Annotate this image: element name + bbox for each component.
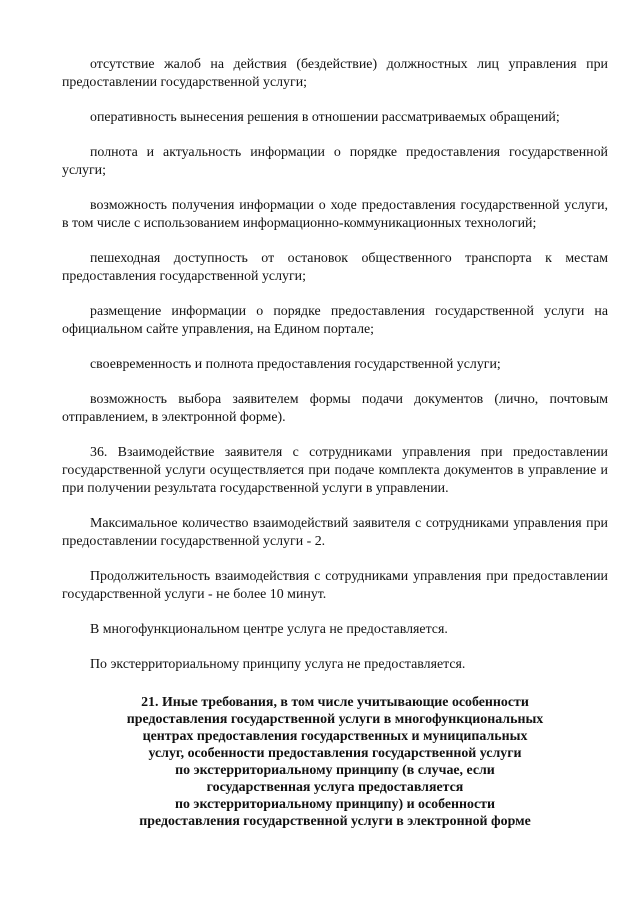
heading-line: предоставления государственной услуги в электронной форме xyxy=(139,814,531,829)
paragraph-no-complaints: отсутствие жалоб на действия (бездействие) должностных лиц управления при предоставлении государственной услуги; xyxy=(62,57,608,90)
paragraph-transport-access: пешеходная доступность от остановок общественного транспорта к местам предоставления государственной услуги; xyxy=(62,251,608,284)
paragraph-interaction-duration: Продолжительность взаимодействия с сотрудниками управления при предоставлении государственной услуги - не более 10 минут. xyxy=(62,569,608,602)
paragraph-max-interactions: Максимальное количество взаимодействий заявителя с сотрудниками управления при предоставлении государственной услуги - 2. xyxy=(62,516,608,549)
heading-line: центрах предоставления государственных и муниципальных xyxy=(142,729,528,744)
paragraph-extraterritorial-not-provided: По экстерриториальному принципу услуга не предоставляется. xyxy=(90,657,466,672)
paragraph-item-36: 36. Взаимодействие заявителя с сотрудниками управления при предоставлении государственной услуги осуществляется при подаче комплекта документов в управление и при получении результата государственной услуги в управлении. xyxy=(62,445,608,496)
paragraph-website-info: размещение информации о порядке предоставления государственной услуги на официальном сайте управления, на Едином портале; xyxy=(62,304,608,337)
paragraph-progress-info: возможность получения информации о ходе предоставления государственной услуги, в том числе с использованием информационно-коммуникационных технологий; xyxy=(62,198,608,231)
paragraph-mfc-not-provided: В многофункциональном центре услуга не предоставляется. xyxy=(90,622,448,637)
document-page xyxy=(62,56,608,830)
heading-line: предоставления государственной услуги в многофункциональных xyxy=(126,712,544,727)
paragraph-submission-form-choice: возможность выбора заявителем формы подачи документов (лично, почтовым отправлением, в электронной форме). xyxy=(62,392,608,425)
heading-line: по экстерриториальному принципу) и особенности xyxy=(175,797,495,812)
heading-line: по экстерриториальному принципу (в случае, если xyxy=(175,763,495,778)
paragraph-timeliness: своевременность и полнота предоставления государственной услуги; xyxy=(90,357,501,372)
section-heading-21 xyxy=(62,694,608,830)
paragraph-info-completeness: полнота и актуальность информации о порядке предоставления государственной услуги; xyxy=(62,145,608,178)
heading-line: услуг, особенности предоставления государственной услуги xyxy=(148,746,522,761)
heading-line: государственная услуга предоставляется xyxy=(206,780,464,795)
heading-line: 21. Иные требования, в том числе учитывающие особенности xyxy=(141,695,529,710)
paragraph-prompt-decision: оперативность вынесения решения в отношении рассматриваемых обращений; xyxy=(90,110,560,125)
